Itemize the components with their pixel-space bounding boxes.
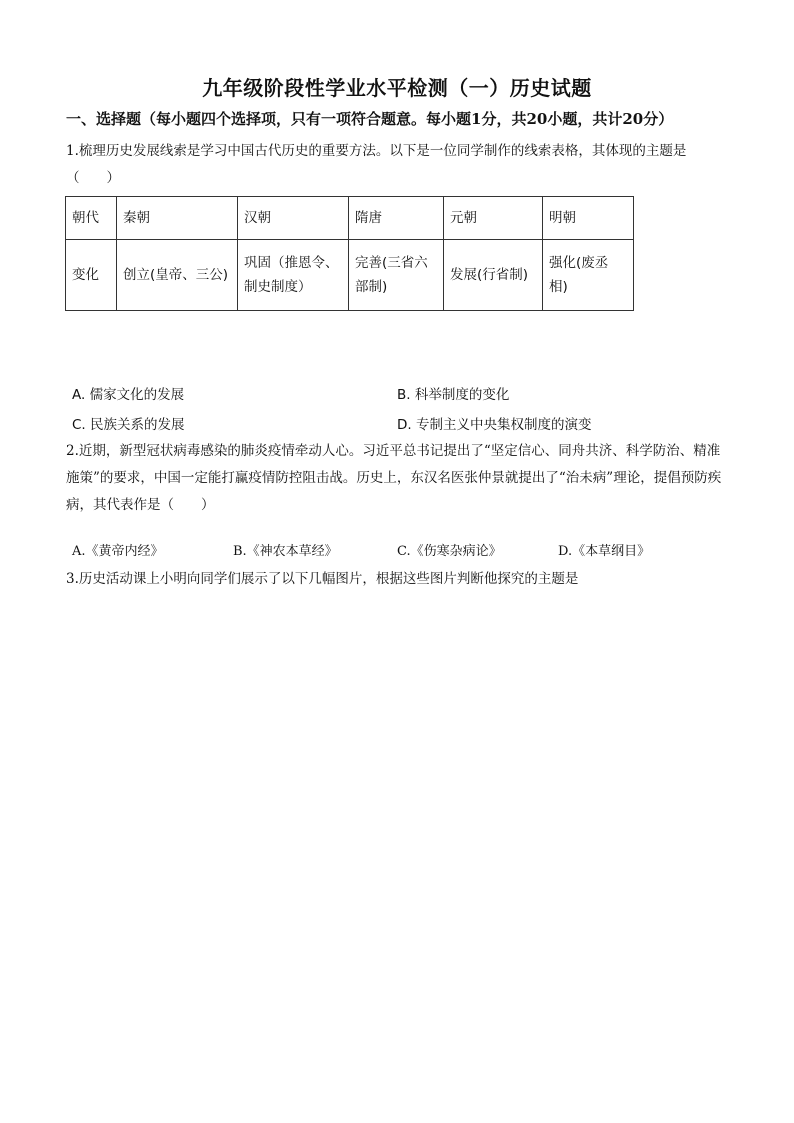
question-2-option-d[interactable]: D.《本草纲目》 — [558, 544, 651, 559]
section-heading: 一、选择题（每小题四个选择项，只有一项符合题意。每小题1分，共20小题，共计20分） — [66, 110, 674, 128]
question-2-text: 2.近期，新型冠状病毒感染的肺炎疫情牵动人心。习近平总书记提出了“坚定信心、同舟共济、科学防治、精准施策”的要求，中国一定能打赢疫情防控阻击战。历史上，东汉名医张仲景就提出了“治未病”理论，提倡预防疾病，其代表作是（ ） — [66, 443, 722, 513]
table-cell: 发展(行省制) — [444, 240, 543, 311]
dynasty-table — [65, 196, 634, 311]
table-header-cell: 明朝 — [543, 197, 634, 240]
question-1-option-a[interactable]: A. 儒家文化的发展 — [72, 387, 185, 403]
table-header-cell: 秦朝 — [117, 197, 238, 240]
question-1-option-c[interactable]: C. 民族关系的发展 — [72, 417, 185, 433]
table-cell: 完善(三省六部制) — [349, 240, 444, 311]
table-cell: 巩固（推恩令、制史制度） — [238, 240, 349, 311]
question-2-option-c[interactable]: C.《伤寒杂病论》 — [397, 544, 502, 559]
table-cell: 强化(废丞相) — [543, 240, 634, 311]
question-1-text: 1.梳理历史发展线索是学习中国古代历史的重要方法。以下是一位同学制作的线索表格，其体现的主题是（ ） — [66, 143, 687, 186]
table-header-cell: 元朝 — [444, 197, 543, 240]
question-2-option-a[interactable]: A.《黄帝内经》 — [72, 544, 164, 559]
table-header-row — [66, 197, 634, 240]
question-1-option-b[interactable]: B. 科举制度的变化 — [397, 387, 510, 403]
table-cell: 创立(皇帝、三公) — [117, 240, 238, 311]
question-1-option-d[interactable]: D. 专制主义中央集权制度的演变 — [397, 417, 592, 433]
table-row — [66, 240, 634, 311]
page-title: 九年级阶段性学业水平检测（一）历史试题 — [202, 76, 592, 100]
table-header-cell: 朝代 — [66, 197, 117, 240]
table-header-cell: 汉朝 — [238, 197, 349, 240]
question-3-text: 3.历史活动课上小明向同学们展示了以下几幅图片，根据这些图片判断他探究的主题是 — [66, 571, 579, 587]
question-2-option-b[interactable]: B.《神农本草经》 — [233, 544, 338, 559]
table-header-cell: 隋唐 — [349, 197, 444, 240]
table-cell: 变化 — [66, 240, 117, 311]
